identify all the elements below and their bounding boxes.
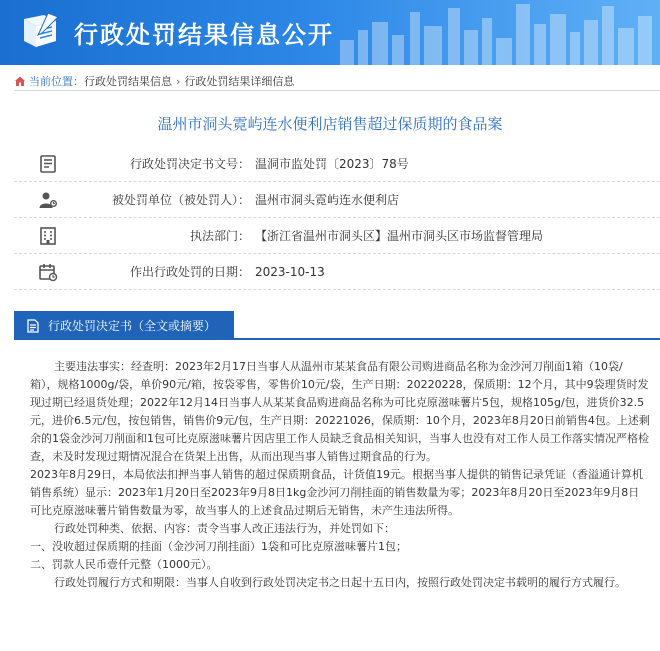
tab-label: 行政处罚决定书（全文或摘要） (48, 319, 217, 333)
breadcrumb (14, 73, 294, 89)
document-list-icon (38, 154, 58, 174)
header-banner (0, 0, 660, 65)
paragraph-fulfillment: 行政处罚履行方式和期限：当事人自收到行政处罚决定书之日起十五日内，按照行政处罚决定书载明的履行方式履行。 (54, 576, 626, 589)
info-key: 行政处罚决定书文号： (129, 157, 250, 171)
info-row-penalized-party (14, 182, 660, 218)
divider (14, 90, 660, 91)
breadcrumb-item-results[interactable]: 行政处罚结果信息 (84, 75, 172, 88)
info-value: 温洞市监处罚〔2023〕78号 (255, 157, 409, 171)
case-info-table (14, 146, 660, 290)
info-key: 作出行政处罚的日期： (129, 265, 250, 279)
breadcrumb-separator: › (176, 74, 181, 88)
paragraph-seizure: 2023年8月29日，本局依法扣押当事人销售的超过保质期食品，计货值19元。根据当事人提供的销售记录凭证（香溢通计算机销售系统）显示：2023年1月20日至2023年9月8日1kg金沙河刀削挂面的销售数量为零；2023年8月20日至2023年9月8日可比克原滋味薯片销售数量为零，故当事人的上述食品过期后无销售，未产生违法所得。 (30, 468, 643, 517)
info-value: 【浙江省温州市洞头区】温州市洞头区市场监督管理局 (255, 229, 544, 243)
paragraph-violation-facts: 主要违法事实：经查明：2023年2月17日当事人从温州市某某食品有限公司购进商品名称为金沙河刀削面1箱（10袋/箱），规格1000g/袋，单价90元/箱，按袋零售，零售价10元/袋，生产日期：20220228，保质期：12个月，其中9袋理货时发现过期已经退货处理；2022年12月14日当事人从某某食品购进商品名称为可比克原滋味薯片5包，规格105g/包，进货价32.5元，进价6.5元/包，按包销售，销售价9元/包，生产日期：20221026，保质期：10个月，2023年8月20日前销售4包。上述剩余的1袋金沙河刀削面和1包可比克原滋味薯片因店里工作人员缺乏食品相关知识，当事人也没有对工作人员工作落实情况严格检查，未及时发现过期情况混合在货架上出售，从而出现当事人销售过期食品的行为。 (30, 360, 650, 463)
paragraph-penalty-type: 行政处罚种类、依据、内容：责令当事人改正违法行为，并处罚如下： (54, 522, 395, 535)
info-value: 2023-10-13 (255, 264, 325, 279)
tab-decision-document[interactable] (14, 311, 234, 340)
calendar-icon (38, 262, 58, 282)
breadcrumb-label: 当前位置： (29, 75, 84, 88)
paragraph-penalty-item-2: 二、罚款人民币壹仟元整（1000元）。 (30, 558, 218, 571)
decision-content (30, 358, 650, 592)
document-icon (26, 319, 40, 333)
person-icon (38, 190, 58, 210)
book-document-icon (18, 11, 62, 51)
info-value: 温州市洞头霓屿连水便利店 (255, 193, 400, 207)
breadcrumb-item-detail[interactable]: 行政处罚结果详细信息 (184, 75, 295, 88)
section-header (14, 311, 660, 340)
building-icon (38, 226, 58, 246)
page-title: 行政处罚结果信息公开 (74, 21, 334, 49)
info-row-decision-number (14, 146, 660, 182)
info-key: 执法部门： (189, 229, 250, 243)
home-icon (14, 75, 26, 87)
info-key: 被处罚单位（被处罚人）： (111, 193, 250, 207)
paragraph-penalty-item-1: 一、没收超过保质期的挂面（金沙河刀削挂面）1袋和可比克原滋味薯片1包； (30, 540, 407, 553)
case-title: 温州市洞头霓屿连水便利店销售超过保质期的食品案 (157, 115, 503, 133)
info-row-penalty-date (14, 254, 660, 290)
city-skyline-decoration (330, 0, 660, 65)
info-row-enforcement-dept (14, 218, 660, 254)
